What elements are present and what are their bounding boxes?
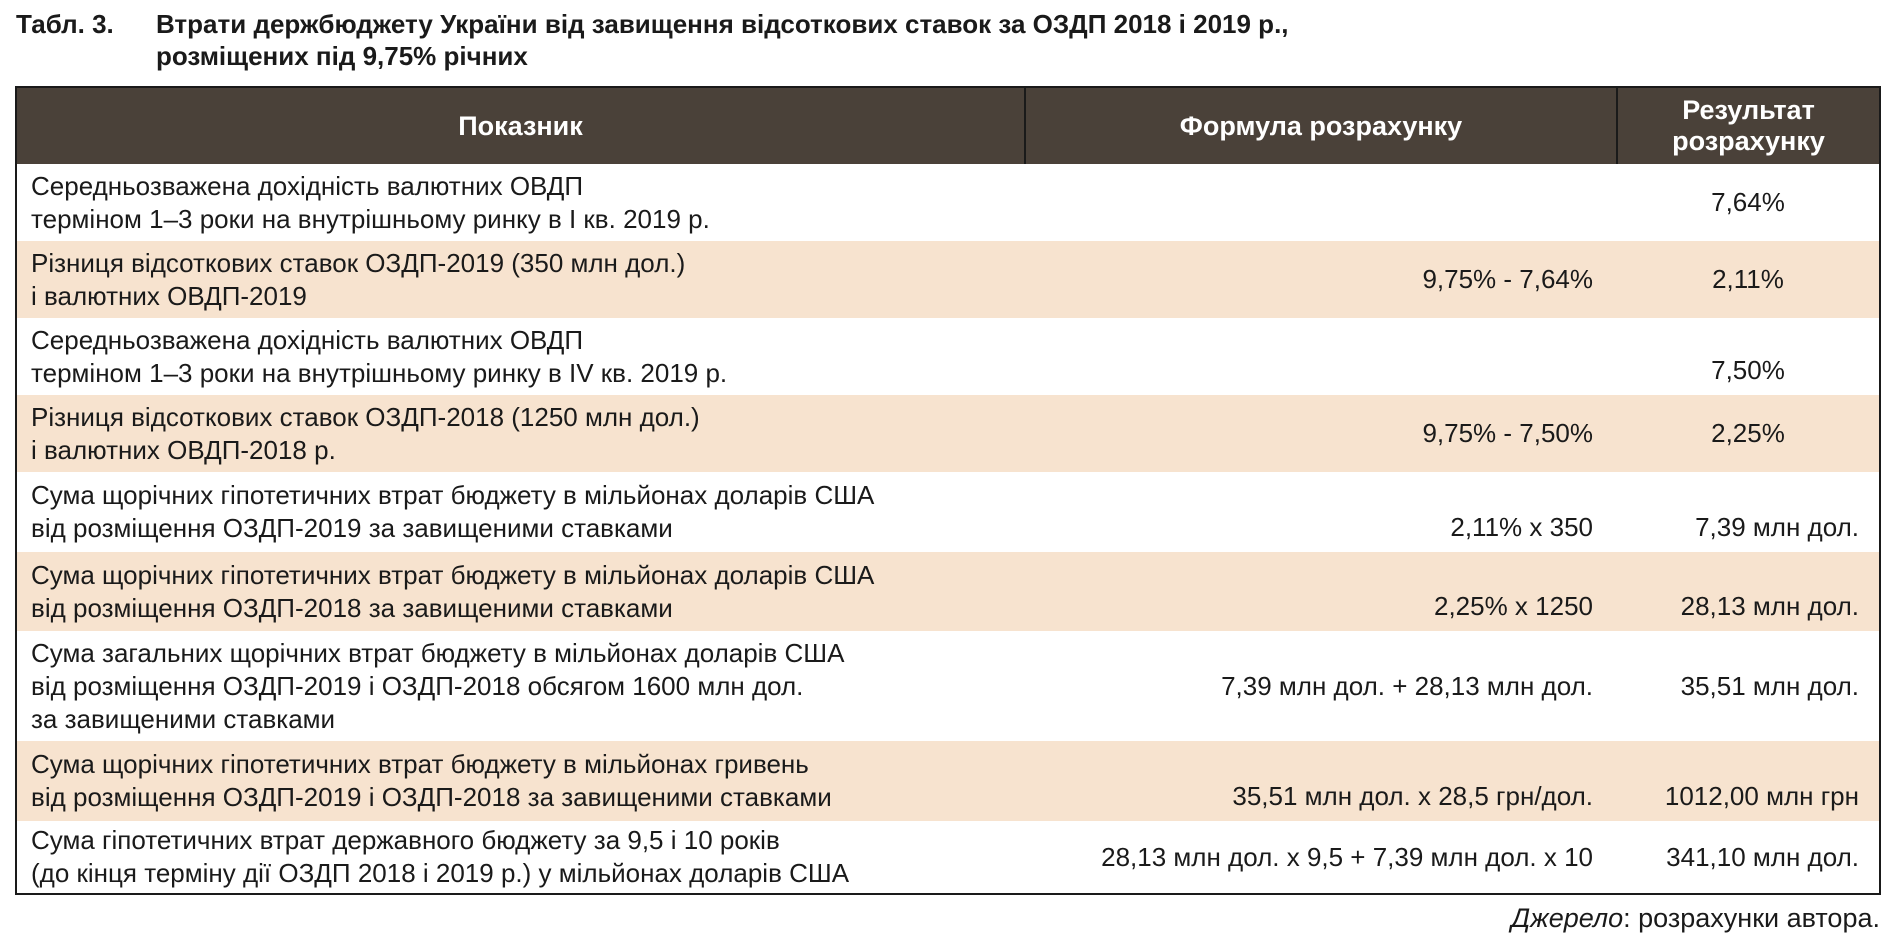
indicator-cell bbox=[16, 552, 1025, 631]
indicator-line: Сума щорічних гіпотетичних втрат бюджету в мільйонах доларів США bbox=[31, 480, 875, 510]
result-cell: 341,10 млн дол. bbox=[1617, 821, 1880, 894]
source-label: Джерело bbox=[1511, 903, 1624, 933]
result-cell: 28,13 млн дол. bbox=[1617, 552, 1880, 631]
header-result bbox=[1617, 87, 1880, 164]
table-row bbox=[16, 395, 1880, 472]
result-cell: 2,11% bbox=[1617, 241, 1880, 318]
header-formula: Формула розрахунку bbox=[1025, 87, 1617, 164]
table-header-row bbox=[16, 87, 1880, 164]
indicator-line: від розміщення ОЗДП-2018 за завищеними ставками bbox=[31, 592, 673, 623]
indicator-cell bbox=[16, 241, 1025, 318]
indicator-line: Середньозважена дохідність валютних ОВДП bbox=[31, 170, 584, 201]
result-cell: 7,64% bbox=[1617, 164, 1880, 241]
table-row bbox=[16, 552, 1880, 631]
table-row bbox=[16, 241, 1880, 318]
source-text: : розрахунки автора. bbox=[1623, 903, 1880, 933]
indicator-line: від розміщення ОЗДП-2019 за завищеними ставками bbox=[31, 513, 673, 543]
formula-cell: 2,25% х 1250 bbox=[1025, 552, 1617, 631]
indicator-line: і валютних ОВДП-2019 bbox=[31, 280, 307, 311]
indicator-line: і валютних ОВДП-2018 р. bbox=[31, 434, 336, 465]
indicator-line: від розміщення ОЗДП-2019 і ОЗДП-2018 за завищеними ставками bbox=[31, 782, 832, 812]
indicator-line: терміном 1–3 роки на внутрішньому ринку в I кв. 2019 р. bbox=[31, 203, 710, 234]
formula-cell bbox=[1025, 318, 1617, 395]
table-row bbox=[16, 164, 1880, 241]
indicator-line: Різниця відсоткових ставок ОЗДП-2019 (350 млн дол.) bbox=[31, 247, 686, 278]
indicator-line: Сума гіпотетичних втрат державного бюджету за 9,5 і 10 років bbox=[31, 825, 780, 855]
result-cell: 35,51 млн дол. bbox=[1617, 631, 1880, 741]
table-row bbox=[16, 472, 1880, 552]
table-row bbox=[16, 821, 1880, 894]
result-cell: 7,50% bbox=[1617, 318, 1880, 395]
formula-cell: 2,11% х 350 bbox=[1025, 472, 1617, 552]
indicator-line: Сума загальних щорічних втрат бюджету в мільйонах доларів США bbox=[31, 637, 845, 668]
indicator-line: терміном 1–3 роки на внутрішньому ринку в IV кв. 2019 р. bbox=[31, 357, 728, 388]
header-result-text: Результат розрахунку bbox=[1672, 95, 1825, 156]
indicator-cell bbox=[16, 472, 1025, 552]
table-title-line1: Втрати держбюджету України від завищення відсоткових ставок за ОЗДП 2018 і 2019 р., bbox=[156, 9, 1289, 39]
indicator-line: від розміщення ОЗДП-2019 і ОЗДП-2018 обсягом 1600 млн дол. bbox=[31, 670, 804, 701]
indicator-line: Середньозважена дохідність валютних ОВДП bbox=[31, 324, 584, 355]
formula-cell: 35,51 млн дол. х 28,5 грн/дол. bbox=[1025, 741, 1617, 821]
header-indicator: Показник bbox=[16, 87, 1025, 164]
table-caption bbox=[16, 8, 1876, 72]
indicator-line: Сума щорічних гіпотетичних втрат бюджету в мільйонах гривень bbox=[31, 749, 809, 779]
source-note bbox=[1511, 902, 1880, 934]
formula-cell bbox=[1025, 164, 1617, 241]
result-cell: 7,39 млн дол. bbox=[1617, 472, 1880, 552]
table-title-line2: розміщених під 9,75% річних bbox=[156, 41, 528, 71]
indicator-cell bbox=[16, 318, 1025, 395]
formula-cell: 9,75% - 7,64% bbox=[1025, 241, 1617, 318]
table-number: Табл. 3. bbox=[16, 9, 114, 39]
indicator-line: (до кінця терміну дії ОЗДП 2018 і 2019 р.) у мільйонах доларів США bbox=[31, 858, 850, 888]
result-cell: 2,25% bbox=[1617, 395, 1880, 472]
indicator-cell bbox=[16, 164, 1025, 241]
table-row bbox=[16, 318, 1880, 395]
losses-table bbox=[15, 86, 1881, 895]
indicator-cell bbox=[16, 631, 1025, 741]
formula-cell: 9,75% - 7,50% bbox=[1025, 395, 1617, 472]
indicator-line: Різниця відсоткових ставок ОЗДП-2018 (1250 млн дол.) bbox=[31, 401, 700, 432]
table-row bbox=[16, 631, 1880, 741]
table-row bbox=[16, 741, 1880, 821]
result-cell: 1012,00 млн грн bbox=[1617, 741, 1880, 821]
indicator-cell bbox=[16, 395, 1025, 472]
indicator-cell bbox=[16, 821, 1025, 894]
formula-cell: 7,39 млн дол. + 28,13 млн дол. bbox=[1025, 631, 1617, 741]
indicator-line: за завищеними ставками bbox=[31, 703, 336, 734]
indicator-cell bbox=[16, 741, 1025, 821]
indicator-line: Сума щорічних гіпотетичних втрат бюджету в мільйонах доларів США bbox=[31, 559, 875, 590]
formula-cell: 28,13 млн дол. х 9,5 + 7,39 млн дол. х 10 bbox=[1025, 821, 1617, 894]
